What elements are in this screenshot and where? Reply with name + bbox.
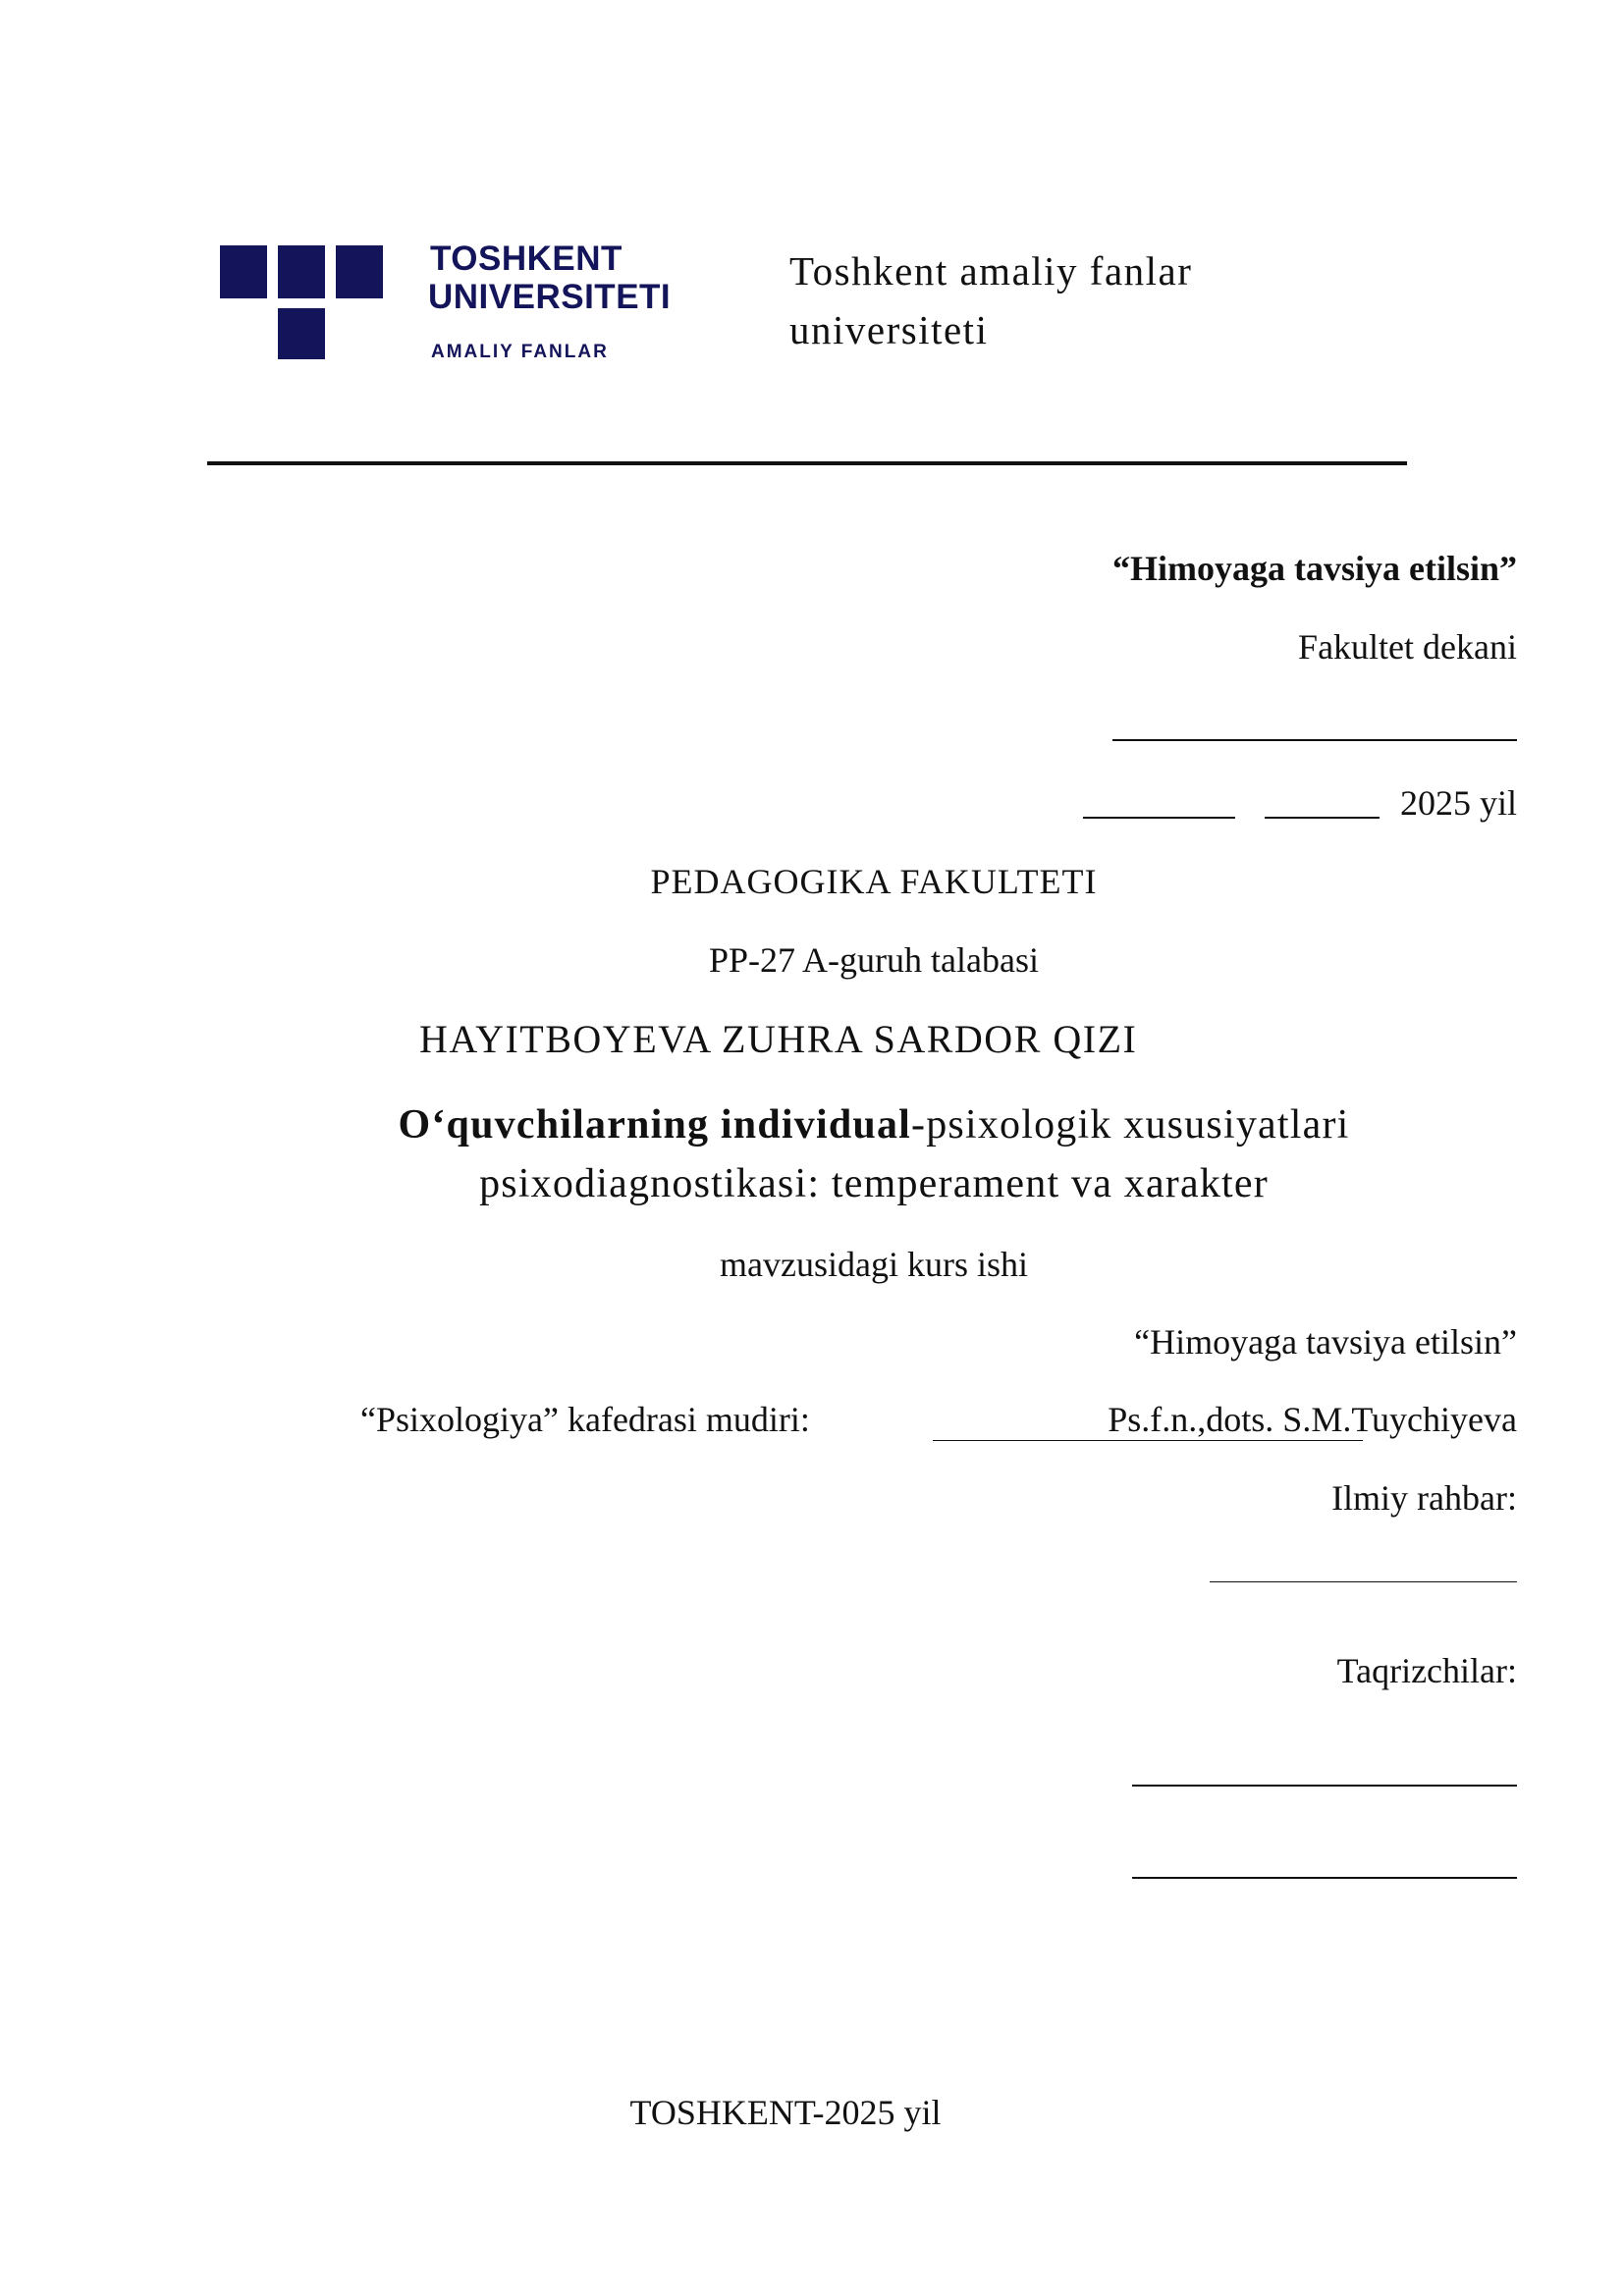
logo-text-universiteti: UNIVERSITETI — [428, 278, 672, 316]
department-head-label: “Psixologiya” kafedrasi mudiri: — [360, 1400, 810, 1439]
university-name-line1: Toshkent amaliy fanlar — [789, 248, 1193, 294]
logo-text-toshkent: TOSHKENT — [430, 240, 623, 278]
reviewers-label: Taqrizchilar: — [1336, 1651, 1517, 1690]
student-group: PP-27 A-guruh talabasi — [709, 940, 1039, 980]
university-name — [789, 241, 1339, 359]
footer-city-year: TOSHKENT-2025 yil — [629, 2093, 942, 2132]
faculty-name: PEDAGOGIKA FAKULTETI — [650, 862, 1098, 901]
topic-line2: psixodiagnostikasi: temperament va xarakter — [479, 1161, 1269, 1206]
department-head-name: Ps.f.n.,dots. S.M.Tuychiyeva — [1108, 1400, 1517, 1439]
topic-line1 — [0, 1095, 1624, 1154]
tashkent-university-logo-icon — [220, 245, 383, 359]
department-approval-heading: “Himoyaga tavsiya etilsin” — [1134, 1322, 1517, 1362]
course-work-topic — [0, 1095, 1624, 1213]
student-name: HAYITBOYEVA ZUHRA SARDOR QIZI — [419, 1017, 1138, 1061]
reviewer-signature-line-1 — [1132, 1785, 1517, 1787]
dean-label: Fakultet dekani — [1298, 627, 1517, 667]
header-divider — [207, 461, 1407, 465]
reviewer-signature-line-2 — [1132, 1877, 1517, 1879]
topic-bold-part: O‘quvchilarning individual — [398, 1102, 912, 1148]
supervisor-signature-line — [1210, 1581, 1517, 1582]
approval-year: 2025 yil — [1399, 783, 1517, 823]
university-name-line2: universiteti — [789, 307, 989, 352]
topic-line1-rest: -psixologik xususiyatlari — [911, 1102, 1350, 1148]
logo-text-amaliy-fanlar: AMALIY FANLAR — [431, 342, 609, 362]
topic-suffix: mavzusidagi kurs ishi — [720, 1245, 1028, 1284]
dean-signature-line — [1112, 739, 1517, 741]
date-month-line — [1265, 817, 1380, 819]
supervisor-label: Ilmiy rahbar: — [1331, 1478, 1517, 1518]
department-head-signature-line — [933, 1440, 1363, 1441]
date-day-line — [1083, 817, 1235, 819]
approval-heading: “Himoyaga tavsiya etilsin” — [1112, 549, 1517, 588]
